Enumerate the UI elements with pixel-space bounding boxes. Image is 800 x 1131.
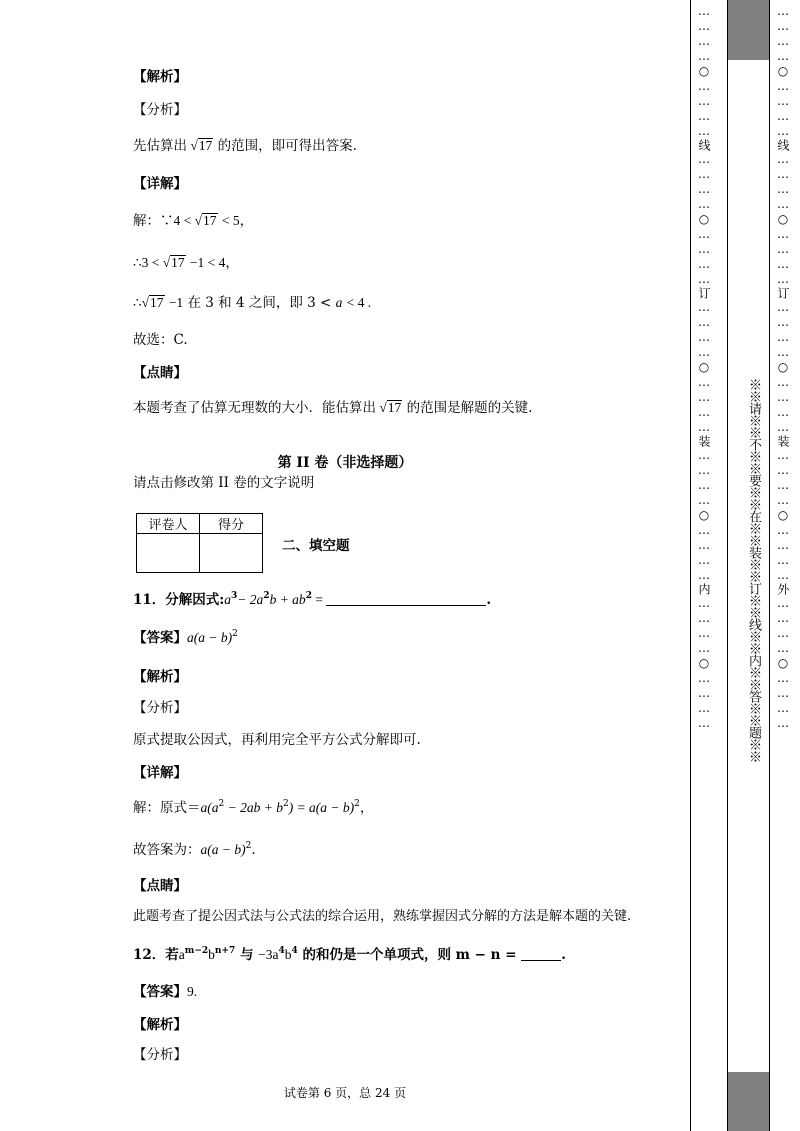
q11-solution: 解：原式$=a(a^2 - 2ab + b^2) = a(a - b)^2$， — [133, 799, 374, 816]
gray-block-top — [728, 0, 769, 60]
section-note: 请点击修改第 II 卷的文字说明 — [133, 475, 315, 491]
section-title: 第 II 卷（非选择题） — [277, 455, 413, 471]
q12-stem: 12．若$a^{m-2}b^{n+7}$ 与 $-3a^4b^4$ 的和仍是一个单项式，则 m − n = . — [133, 946, 566, 963]
xiangjie-heading: 【详解】 — [133, 176, 187, 192]
score-cell — [200, 534, 263, 573]
binding-warning-text: ※※请※※不※※要※※在※※装※※订※※线※※内※※答※※题※※ — [746, 378, 761, 762]
q12-jiexi: 【解析】 — [133, 1017, 187, 1033]
q12-fenxi: 【分析】 — [133, 1047, 187, 1063]
gray-block-bottom — [728, 1072, 769, 1131]
sqrt-17: √17 — [187, 138, 213, 153]
q11-dianjing: 【点睛】 — [133, 878, 187, 894]
part-heading: 二、填空题 — [282, 538, 350, 554]
q11-fenxi: 【分析】 — [133, 700, 187, 716]
q11-dianjing-text: 此题考查了提公因式法与公式法的综合运用，熟练掌握因式分解的方法是解本题的关键. — [133, 909, 632, 924]
q11-xiangjie: 【详解】 — [133, 765, 187, 781]
q11-fenxi-text: 原式提取公因式，再利用完全平方公式分解即可. — [133, 732, 421, 748]
binding-column-outer: …………○…………线…………○…………订…………○…………装…………○…………外…………○………… — [776, 4, 790, 731]
binding-column-inner: …………○…………线…………○…………订…………○…………装…………○…………内…………○………… — [697, 4, 711, 731]
table-header-grader: 评卷人 — [137, 514, 200, 534]
score-table — [136, 513, 263, 573]
q11-jiexi: 【解析】 — [133, 669, 187, 685]
fenxi-heading: 【分析】 — [133, 102, 187, 118]
fenxi-text: 先估算出 √17 的范围，即可得出答案. — [133, 138, 357, 154]
q11-answer: 【答案】$a(a - b)^2$ — [133, 629, 238, 646]
dianjing-text: 本题考查了估算无理数的大小．能估算出 √17 的范围是解题的关键. — [133, 400, 533, 416]
answer-blank — [521, 960, 561, 961]
page-footer: 试卷第 6 页，总 24 页 — [283, 1086, 407, 1100]
table-header-score: 得分 — [200, 514, 263, 534]
dianjing-heading: 【点睛】 — [133, 365, 187, 381]
solution-step-3: ∴√17 −1 在 3 和 4 之间，即 3 < a < 4 . — [133, 295, 372, 311]
q11-stem: 11．分解因式$:a^3- 2a^2b + ab^2$ = . — [133, 591, 492, 608]
jiexi-heading: 【解析】 — [133, 69, 187, 85]
solution-step-1: 解：∵4 < √17 < 5， — [133, 213, 254, 229]
answer-blank — [326, 605, 486, 606]
q11-guda: 故答案为：$a(a - b)^2$. — [133, 841, 256, 858]
grader-cell — [137, 534, 200, 573]
solution-step-2: ∴3 < √17 −1 < 4， — [133, 255, 239, 270]
guxuan-text: 故选：C. — [133, 332, 188, 348]
q12-answer: 【答案】9. — [133, 984, 198, 1000]
